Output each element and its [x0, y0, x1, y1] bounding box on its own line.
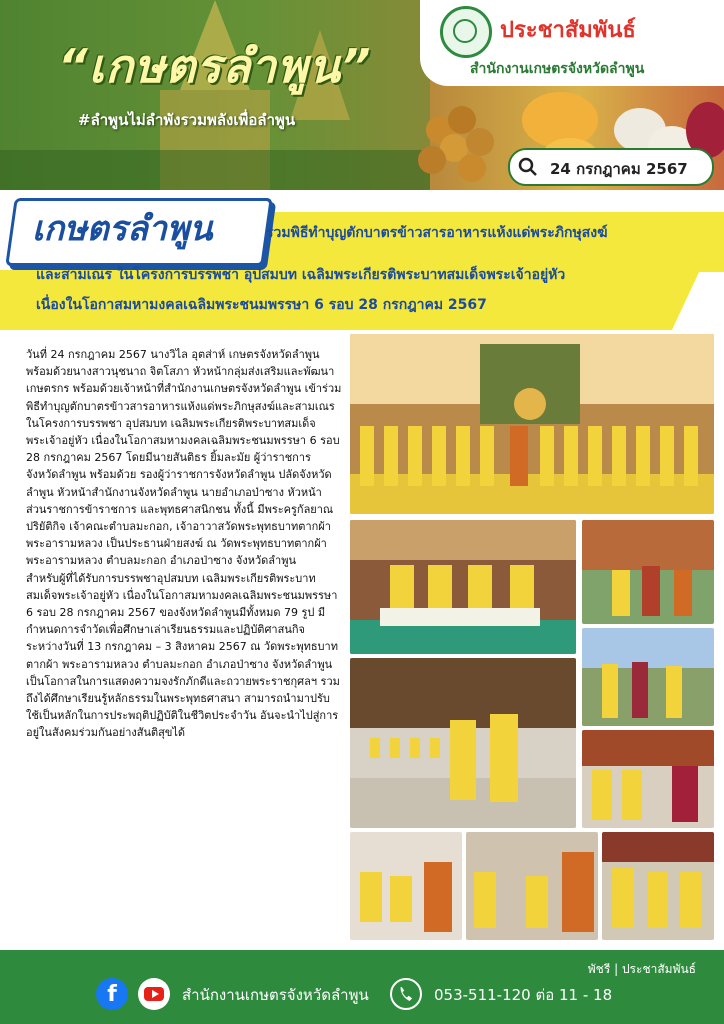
photo-monk-blessing-women: [350, 832, 462, 940]
article-text: [26, 346, 342, 936]
pr-subtitle: สำนักงานเกษตรจังหวัดลำพูน: [470, 61, 645, 77]
photo-monks-receiving-offerings: [582, 730, 714, 828]
photo-monks-receiving-line: [602, 832, 714, 940]
photo-credit: พัชรี | ประชาสัมพันธ์: [587, 962, 696, 976]
youtube-icon[interactable]: [138, 978, 170, 1010]
photo-monk-alms-round: [582, 520, 714, 624]
search-icon: [516, 155, 540, 179]
seal-icon: [440, 6, 492, 58]
phone-icon: [390, 978, 422, 1010]
photo-officials-standing-hall: [350, 658, 576, 828]
headline-line-1: ร่วมพิธีทำบุญตักบาตรข้าวสารอาหารแห้งแด่พระภิกษุสงฆ์: [266, 225, 608, 241]
photo-women-offering-line: [466, 832, 598, 940]
hashtag: #ลำพูนไม่ลำพังรวมพลังเพื่อลำพูน: [78, 111, 296, 129]
footer: [0, 950, 724, 1024]
header-banner: [0, 0, 724, 190]
photo-alms-line-outdoor: [582, 628, 714, 726]
section-label: เกษตรลำพูน: [32, 209, 213, 249]
pr-card: [420, 0, 724, 86]
article-paragraph-1: วันที่ 24 กรกฎาคม 2567 นางวิไล อุตส่าห์ เกษตรจังหวัดลำพูน พร้อมด้วยนางสาวนุชนาถ จิตโสภา หัวหน้ากลุ่มส่งเสริมและพัฒนาเกษตรกร พร้อมด้วยเจ้าหน้าที่สำนักงานเกษตรจังหวัดลำพูน เข้าร่วมพิธีทำบุญตักบาตรข้าวสารอาหารแห้งแด่พระภิกษุสงฆ์และสามเณร ในโครงการบรรพชา อุปสมบท เฉลิมพระเกียรติพระบาทสมเด็จพระเจ้าอยู่หัว เนื่องในโอกาสมหามงคลเฉลิมพระชนมพรรษา 6 รอบ 28 กรกฎาคม 2567 โดยมีนายสันติธร ยิ้มละมัย ผู้ว่าราชการจังหวัดลำพูน พร้อมด้วย รองผู้ว่าราชการจังหวัดลำพูน ปลัดจังหวัดลำพูน หัวหน้าสำนักงานจังหวัดลำพูน นายอำเภอป่าซาง หัวหน้าส่วนราชการข้าราชการ และพุทธศาสนิกชน ทั้งนี้ มีพระครูกัลยาณปริยัติกิจ เจ้าคณะตำบลมะกอก, เจ้าอาวาสวัดพระพุทธบาทตากผ้า พระอารามหลวง เป็นประธานฝ่ายสงฆ์ ณ วัดพระพุทธบาทตากผ้า พระอารามหลวง ตำบลมะกอก อำเภอป่าซาง จังหวัดลำพูน: [26, 348, 342, 568]
article-paragraph-2: สำหรับผู้ที่ได้รับการบรรพชาอุปสมบท เฉลิมพระเกียรติพระบาทสมเด็จพระเจ้าอยู่หัว เนื่องในโอกาสมหามงคลเฉลิมพระชนมพรรษา 6 รอบ 28 กรกฎาคม 2567 ของจังหวัดลำพูนมีทั้งหมด 79 รูป มีกำหนดการจำวัดเพื่อศึกษาเล่าเรียนธรรมและปฏิบัติศาสนกิจ ระหว่างวันที่ 13 กรกฎาคม – 3 สิงหาคม 2567 ณ วัดพระพุทธบาทตากผ้า พระอารามหลวง ตำบลมะกอก อำเภอป่าซาง จังหวัดลำพูน เป็นโอกาสในการแสดงความจงรักภักดีและถวายพระราชกุศลฯ รวมถึงได้ศึกษาเรียนรู้หลักธรรมในพระพุทธศาสนา สามารถนำมาปรับใช้เป็นหลักในการประพฤติปฏิบัติในชีวิตประจำวัน อันจะนำไปสู่การอยู่ในสังคมร่วมกันอย่างสันติสุขได้: [26, 571, 340, 740]
photo-group-temple-hall: [350, 334, 714, 514]
footer-phone: 053-511-120 ต่อ 11 - 18: [434, 986, 613, 1004]
brand-title: “เกษตรลำพูน”: [58, 39, 372, 93]
footer-office-name: สำนักงานเกษตรจังหวัดลำพูน: [182, 986, 369, 1004]
photo-officials-offering-table: [350, 520, 576, 654]
date-text: 24 กรกฎาคม 2567: [550, 160, 688, 178]
headline-line-3: เนื่องในโอกาสมหามงคลเฉลิมพระชนมพรรษา 6 รอบ 28 กรกฎาคม 2567: [36, 297, 487, 313]
facebook-icon[interactable]: f: [96, 978, 128, 1010]
date-badge: [508, 148, 714, 186]
pr-title: ประชาสัมพันธ์: [500, 18, 636, 43]
headline-line-2: และสามเณร ในโครงการบรรพชา อุปสมบท เฉลิมพระเกียรติพระบาทสมเด็จพระเจ้าอยู่หัว: [36, 267, 566, 283]
